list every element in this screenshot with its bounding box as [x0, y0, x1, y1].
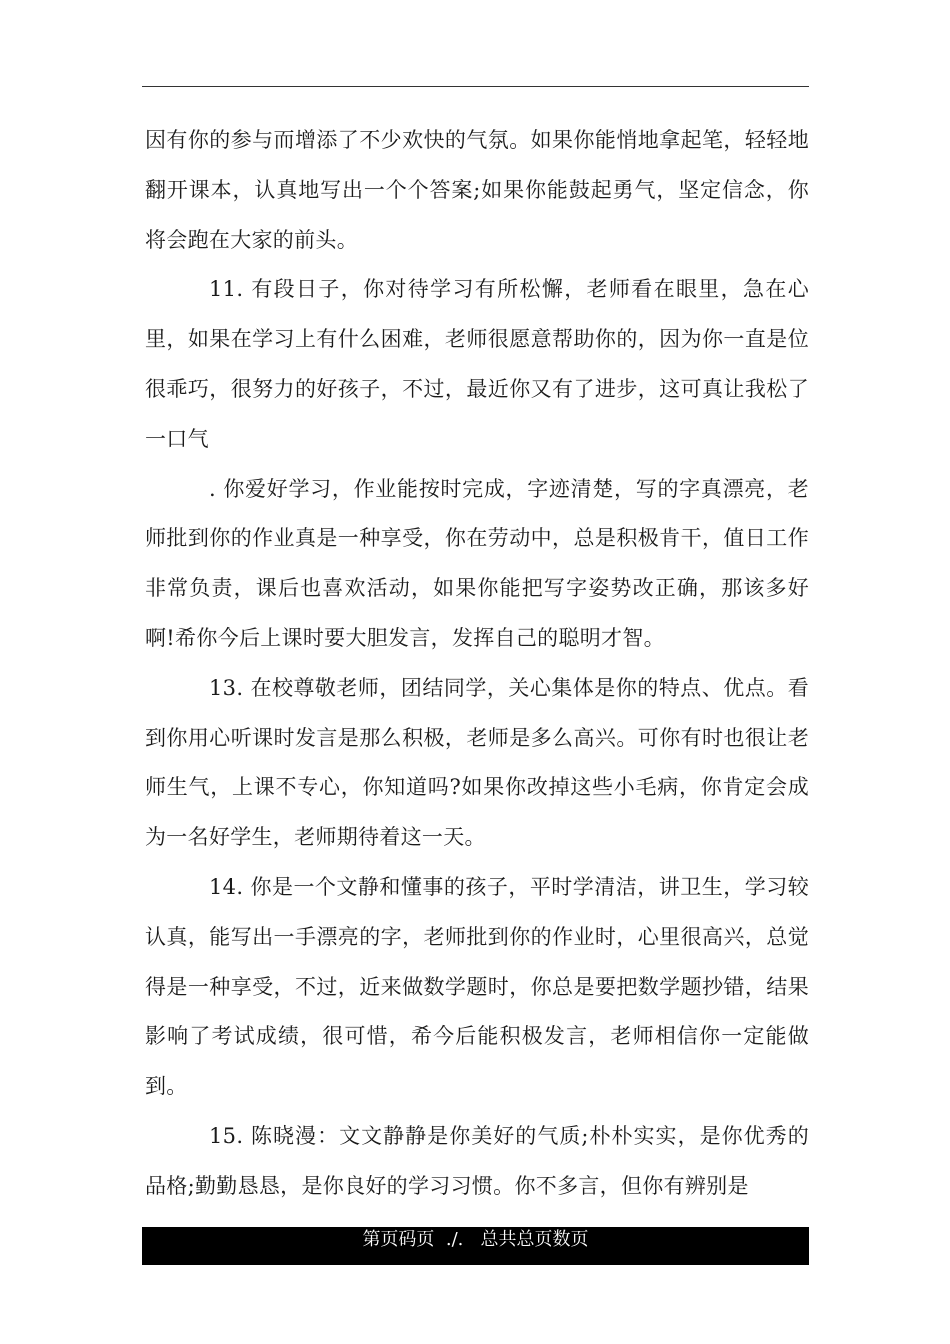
page-number-label: 第页码页 ./. 总共总页数页	[362, 1229, 589, 1250]
header-rule	[142, 86, 809, 87]
paragraph-continuation: 因有你的参与而增添了不少欢快的气氛。如果你能悄地拿起笔，轻轻地翻开课本，认真地写出一个个答案;如果你能鼓起勇气，坚定信念，你将会跑在大家的前头。	[145, 128, 809, 252]
paragraph-item-13: 13. 在校尊敬老师，团结同学，关心集体是你的特点、优点。看到你用心听课时发言是那么积极，老师是多么高兴。可你有时也很让老师生气，上课不专心，你知道吗?如果你改掉这些小毛病，你肯定会成为一名好学生，老师期待着这一天。	[145, 675, 809, 850]
paragraph-item-14: 14. 你是一个文静和懂事的孩子，平时学清洁，讲卫生，学习较认真，能写出一手漂亮的字，老师批到你的作业时，心里很高兴，总觉得是一种享受，不过，近来做数学题时，你总是要把数学题抄错，结果影响了考试成绩，很可惜，希今后能积极发言，老师相信你一定能做到。	[145, 874, 809, 1099]
paragraph-item-15: 15. 陈晓漫：文文静静是你美好的气质;朴朴实实，是你优秀的品格;勤勤恳恳，是你良好的学习习惯。你不多言，但你有辨别是	[145, 1123, 809, 1198]
paragraph-item-11: 11. 有段日子，你对待学习有所松懈，老师看在眼里，急在心里，如果在学习上有什么困难，老师很愿意帮助你的，因为你一直是位很乖巧，很努力的好孩子，不过，最近你又有了进步，这可真让我松了一口气	[145, 277, 809, 451]
page-footer	[142, 1227, 809, 1265]
paragraph-item-12: . 你爱好学习，作业能按时完成，字迹清楚，写的字真漂亮，老师批到你的作业真是一种享受，你在劳动中，总是积极肯干，值日工作非常负责，课后也喜欢活动，如果你能把写字姿势改正确，那该多好啊!希你今后上课时要大胆发言，发挥自己的聪明才智。	[145, 476, 809, 650]
document-body	[145, 116, 809, 1212]
